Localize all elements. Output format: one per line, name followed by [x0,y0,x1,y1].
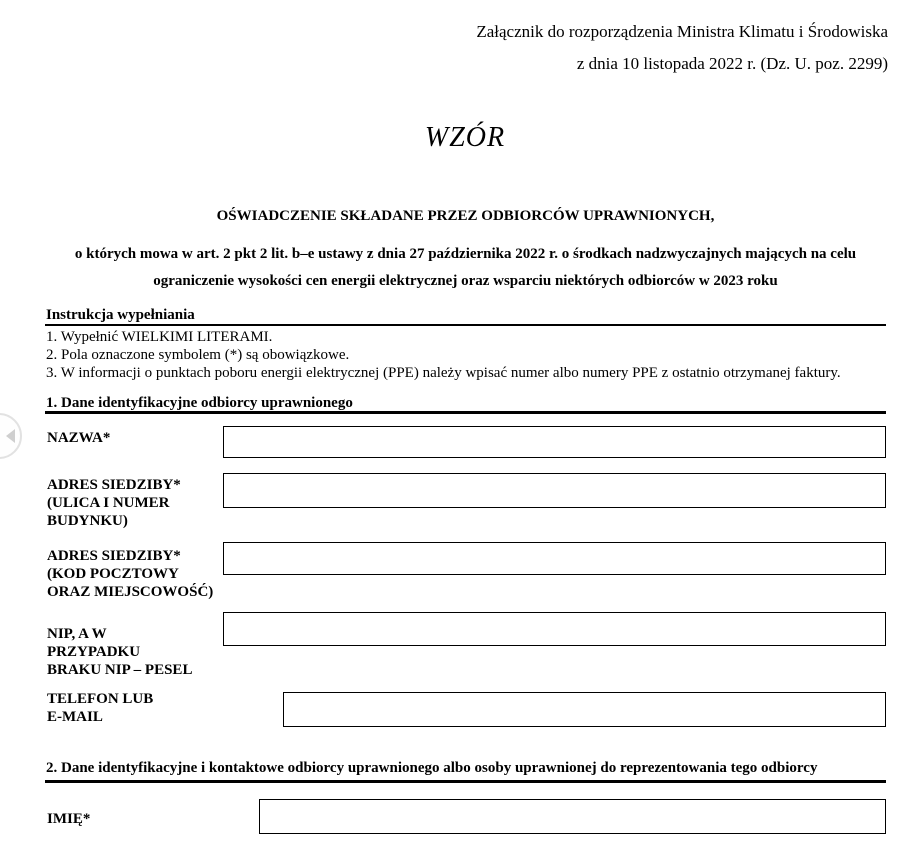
adres-ulica-label: ADRES SIEDZIBY* (ULICA I NUMER BUDYNKU) [47,477,181,529]
form-title-line3: ograniczenie wysokości cen energii elektrycznej oraz wsparciu niektórych odbiorców w 2023 roku [153,273,778,289]
nip-input[interactable] [223,612,886,646]
adres-ulica-input[interactable] [223,473,886,508]
section1-rule [45,411,886,414]
instructions-heading: Instrukcja wypełniania [46,307,195,323]
telefon-input[interactable] [283,692,886,727]
attachment-note-line1: Załącznik do rozporządzenia Ministra Klimatu i Środowiska [476,22,888,41]
telefon-label: TELEFON LUB E-MAIL [47,691,154,725]
instruction-item-3: 3. W informacji o punktach poboru energii elektrycznej (PPE) należy wpisać numer albo numery PPE z ostatnio otrzymanej faktury. [46,365,841,381]
chevron-left-icon [6,429,15,443]
section2-rule [45,780,886,783]
adres-kod-label: ADRES SIEDZIBY* (KOD POCZTOWY ORAZ MIEJSCOWOŚĆ) [47,548,214,600]
instruction-item-1: 1. Wypełnić WIELKIMI LITERAMI. [46,329,273,345]
imie-label: IMIĘ* [47,811,91,827]
instruction-item-2: 2. Pola oznaczone symbolem (*) są obowiązkowe. [46,347,350,363]
nazwa-input[interactable] [223,426,886,458]
section2-heading: 2. Dane identyfikacyjne i kontaktowe odbiorcy uprawnionego albo osoby uprawnionej do reprezentowania tego odbiorcy [46,760,818,776]
form-title-line2: o których mowa w art. 2 pkt 2 lit. b–e ustawy z dnia 27 października 2022 r. o środkach nadzwyczajnych mających na celu [74,246,857,262]
attachment-note-line2: z dnia 10 listopada 2022 r. (Dz. U. poz. 2299) [576,54,888,73]
instructions-rule [45,324,886,326]
section1-heading: 1. Dane identyfikacyjne odbiorcy uprawnionego [46,395,353,411]
nazwa-label: NAZWA* [47,430,111,446]
specimen-title: WZÓR [424,122,506,153]
imie-input[interactable] [259,799,886,834]
adres-kod-input[interactable] [223,542,886,575]
form-title-line1: OŚWIADCZENIE SKŁADANE PRZEZ ODBIORCÓW UPRAWNIONYCH, [216,208,715,224]
nip-label: NIP, A W PRZYPADKU BRAKU NIP – PESEL [47,626,193,678]
